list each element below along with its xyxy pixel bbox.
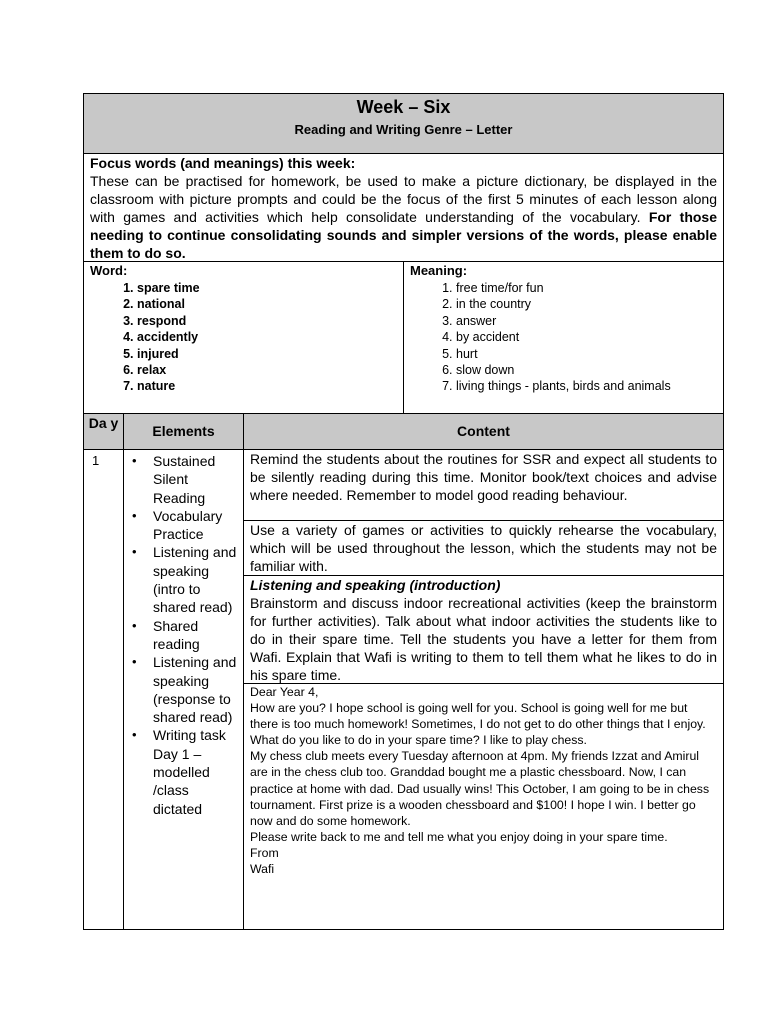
content-listening-cell [243,575,724,684]
word-item: 5. injured [137,346,397,362]
focus-body-text: These can be practised for homework, be used to make a picture dictionary, be displayed in the classroom with picture prompts and could be the focus of the first 5 minutes of each lesson along with games and activities which help consolidate understanding of the vocabulary. [90,173,717,225]
focus-heading: Focus words (and meanings) this week: [90,155,356,171]
element-item: • Shared reading [128,617,241,654]
letter-signoff: From [250,845,279,860]
meaning-item: 3. answer [456,313,717,329]
content-vocab-cell [243,520,724,576]
focus-words-section [83,153,724,262]
word-list [90,280,397,395]
element-item: • Listening and speaking (intro to shared read) [128,543,241,616]
day-cell [83,449,124,930]
day-number: 1 [92,453,100,468]
title-block [83,93,724,154]
content-ssr-text: Remind the students about the routines for SSR and expect all students to be silently reading during this time. Monitor book/text choices and advise where needed. Remember to model good reading behaviour. [250,451,717,503]
genre-subtitle: Reading and Writing Genre – Letter [294,122,513,137]
day-column-header: Da y [83,413,124,450]
meaning-item: 6. slow down [456,362,717,378]
letter-greeting: Dear Year 4, [250,685,319,699]
word-item: 6. relax [137,362,397,378]
element-item: • Sustained Silent Reading [128,452,241,507]
elements-list [128,452,241,818]
meaning-item: 5. hurt [456,346,717,362]
listening-body: Brainstorm and discuss indoor recreational activities (keep the brainstorm for further activities). Talk about what indoor activities the students like to do in their spare time. Tell the students you have a letter for them from Wafi. Explain that Wafi is writing to them to tell them what he likes to do in his spare time. [250,595,717,683]
word-item: 7. nature [137,378,397,394]
elements-column-header: Elements [123,413,244,450]
content-vocab-text: Use a variety of games or activities to quickly rehearse the vocabulary, which will be used throughout the lesson, which the students may not be familiar with. [250,522,717,574]
word-item: 3. respond [137,313,397,329]
meaning-item: 2. in the country [456,296,717,312]
word-item: 4. accidently [137,329,397,345]
meaning-item: 7. living things - plants, birds and animals [456,378,717,394]
meaning-heading: Meaning: [410,263,468,278]
letter-signature: Wafi [250,862,275,877]
letter-paragraph: How are you? I hope school is going well for you. School is going well for me but there is too much homework! Sometimes, I do not get to do other things that I enjoy. What do you like to do in your spare time? I like to play chess. [250,701,706,748]
word-heading: Word: [90,263,128,278]
element-item: • Writing task Day 1 – modelled /class dictated [128,726,241,817]
element-item: • Listening and speaking (response to shared read) [128,653,241,726]
meaning-list [410,280,717,395]
letter-paragraph: My chess club meets every Tuesday afternoon at 4pm. My friends Izzat and Amirul are in the chess club too. Granddad bought me a plastic chessboard. Now, I can practice at home with dad. Dad usually wins! This October, I am going to be in chess tournament. First prize is a wooden chessboard and $100! I hope I win. I better go now and do some homework. [250,749,710,828]
letter-paragraph: Please write back to me and tell me what you enjoy doing in your spare time. [250,829,668,844]
letter-cell [243,683,724,930]
element-item: • Vocabulary Practice [128,507,241,544]
meaning-list-cell [403,261,724,414]
focus-body [90,172,717,262]
meaning-item: 4. by accident [456,329,717,345]
word-item: 1. spare time [137,280,397,296]
week-title: Week – Six [356,97,451,117]
elements-cell [123,449,244,930]
content-column-header: Content [243,413,724,450]
meaning-item: 1. free time/for fun [456,280,717,296]
content-ssr-cell [243,449,724,521]
word-item: 2. national [137,296,397,312]
word-list-cell [83,261,404,414]
focus-bold-note: For those needing to continue consolidating sounds and simpler versions of the words, please enable them to do so. [90,209,718,261]
listening-heading: Listening and speaking (introduction) [250,577,501,593]
